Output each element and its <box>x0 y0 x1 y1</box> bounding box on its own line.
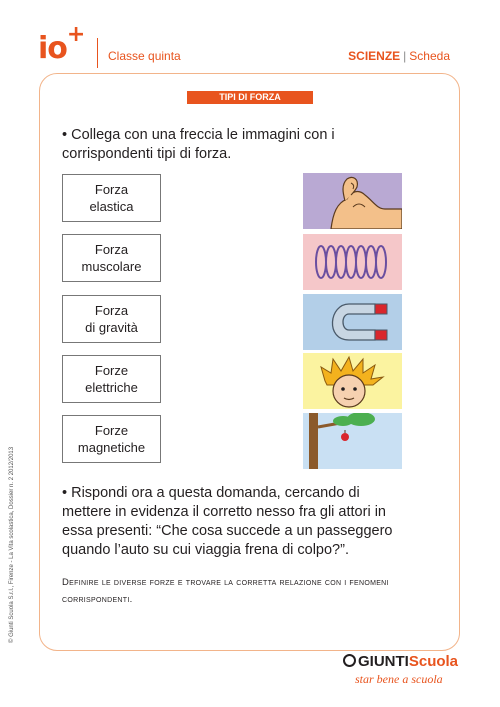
falling-apple-image[interactable] <box>303 413 402 469</box>
force-box-electric[interactable]: Forze elettriche <box>62 355 161 403</box>
brand-slogan: star bene a scuola <box>355 672 443 686</box>
boy-static-hair-image[interactable] <box>303 353 402 409</box>
giunti-scuola-logo: GIUNTIScuola <box>343 653 458 670</box>
giunti-g-icon <box>343 654 356 667</box>
force-box-muscular[interactable]: Forza muscolare <box>62 234 161 282</box>
flexed-arm-image[interactable] <box>303 173 402 229</box>
teacher-note: Definire le diverse forze e trovare la corretta relazione con i fenomeni corrispondenti. <box>62 577 389 605</box>
magnet-image[interactable] <box>303 294 402 350</box>
subject-label: SCIENZE | Scheda <box>348 49 450 63</box>
question-2: • Rispondi ora a questa domanda, cercando di mettere in evidenza il corretto nesso fra gli attori in essa presenti: “Che cosa succede a un passeggero quando l’auto su cui viaggia frena di colpo?”. <box>62 485 393 558</box>
spring-image[interactable] <box>303 234 402 290</box>
copyright-side-text: © Giunti Scuola S.r.l., Firenze - La Vita scolastica, Dossier n. 2 2012/2013 <box>9 446 15 643</box>
force-box-gravity[interactable]: Forza di gravità <box>62 295 161 343</box>
force-box-magnetic[interactable]: Forze magnetiche <box>62 415 161 463</box>
class-label: Classe quinta <box>108 49 181 63</box>
topic-tag: TIPI DI FORZA <box>187 91 313 104</box>
header-divider <box>97 38 98 68</box>
force-box-elastic[interactable]: Forza elastica <box>62 174 161 222</box>
io-plus-logo: io+ <box>38 22 85 66</box>
question-1: • Collega con una freccia le immagini con i corrispondenti tipi di forza. <box>62 127 335 162</box>
